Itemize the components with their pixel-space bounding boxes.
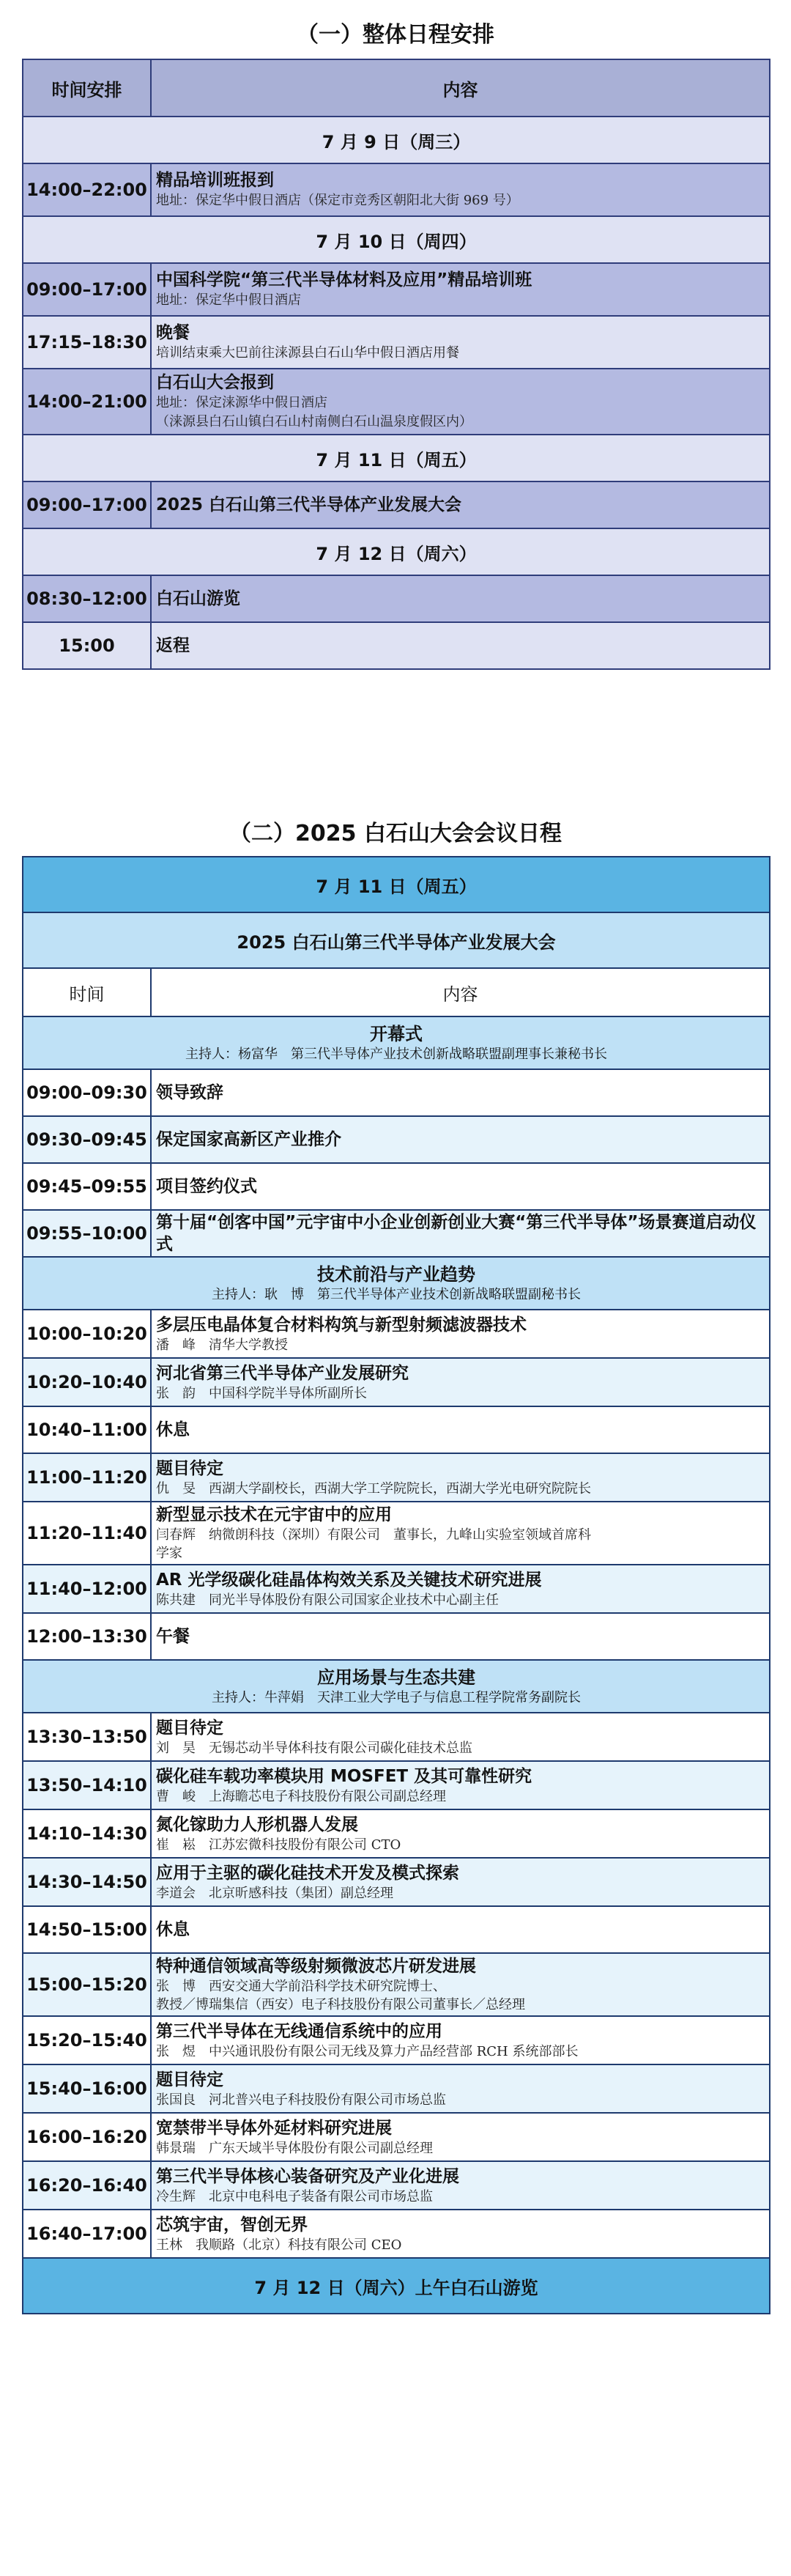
content-cell xyxy=(151,1210,770,1257)
time-cell: 14:00–21:00 xyxy=(23,369,151,435)
time-cell: 09:00–09:30 xyxy=(23,1069,151,1116)
item-detail: 张国良 河北普兴电子科技股份有限公司市场总监 xyxy=(156,2092,446,2108)
table-header-row xyxy=(23,968,770,1016)
item-title: 休息 xyxy=(156,1920,190,1939)
time-cell: 16:00–16:20 xyxy=(23,2113,151,2161)
item-title: 晚餐 xyxy=(156,323,190,342)
schedule-row xyxy=(23,1453,770,1502)
content-cell xyxy=(151,2064,770,2113)
item-title: 应用于主驱的碳化硅技术开发及模式探索 xyxy=(156,1863,459,1883)
session-cell xyxy=(23,1660,770,1713)
section1-title: （一）整体日程安排 xyxy=(297,22,494,48)
conference-name-row xyxy=(23,912,770,968)
time-cell: 14:10–14:30 xyxy=(23,1809,151,1858)
content-cell xyxy=(151,1761,770,1809)
time-cell: 11:40–12:00 xyxy=(23,1565,151,1613)
time-cell: 16:20–16:40 xyxy=(23,2161,151,2210)
schedule-row xyxy=(23,1163,770,1210)
item-title: 2025 白石山第三代半导体产业发展大会 xyxy=(156,495,462,514)
time-cell: 15:40–16:00 xyxy=(23,2064,151,2113)
item-title: 午餐 xyxy=(156,1627,190,1646)
schedule-row xyxy=(23,263,770,316)
session-title: 技术前沿与产业趋势 xyxy=(317,1264,475,1285)
schedule-row xyxy=(23,1358,770,1406)
item-detail: 地址：保定华中假日酒店 xyxy=(156,292,301,308)
content-cell xyxy=(151,1613,770,1660)
content-cell xyxy=(151,1310,770,1358)
content-cell xyxy=(151,1406,770,1453)
time-cell: 13:50–14:10 xyxy=(23,1761,151,1809)
content-cell xyxy=(151,1163,770,1210)
item-detail: 培训结束乘大巴前往涞源县白石山华中假日酒店用餐 xyxy=(156,345,459,361)
time-cell: 15:00–15:20 xyxy=(23,1953,151,2016)
item-detail: 教授／博瑞集信（西安）电子科技股份有限公司董事长／总经理 xyxy=(156,1997,525,2012)
session-host: 主持人：杨富华 第三代半导体产业技术创新战略联盟副理事长兼秘书长 xyxy=(185,1047,607,1062)
item-detail: 地址：保定涞源华中假日酒店 xyxy=(156,395,327,410)
item-detail: 张 博 西安交通大学前沿科学技术研究院博士、 xyxy=(156,1979,446,1994)
content-cell xyxy=(151,1953,770,2016)
schedule-row xyxy=(23,316,770,369)
date-label: 7 月 10 日（周四） xyxy=(23,216,770,263)
session-cell xyxy=(23,1257,770,1310)
date-row xyxy=(23,117,770,163)
item-detail: 刘 昊 无锡芯动半导体科技有限公司碳化硅技术总监 xyxy=(156,1740,472,1756)
schedule-row xyxy=(23,2210,770,2258)
item-title: 碳化硅车载功率模块用 MOSFET 及其可靠性研究 xyxy=(156,1766,532,1786)
schedule-row xyxy=(23,2016,770,2064)
header-time: 时间安排 xyxy=(23,59,151,117)
item-detail: 冷生辉 北京中电科电子装备有限公司市场总监 xyxy=(156,2188,433,2204)
content-cell xyxy=(151,481,770,528)
schedule-row xyxy=(23,622,770,669)
item-title: 题目待定 xyxy=(156,2070,223,2089)
time-cell: 09:55–10:00 xyxy=(23,1210,151,1257)
time-cell: 17:15–18:30 xyxy=(23,316,151,369)
content-cell xyxy=(151,1565,770,1613)
item-detail: 王林 我顺路（北京）科技有限公司 CEO xyxy=(156,2237,402,2253)
session-host: 主持人：耿 博 第三代半导体产业技术创新战略联盟副秘书长 xyxy=(212,1287,581,1302)
content-cell xyxy=(151,163,770,216)
item-detail: 崔 崧 江苏宏微科技股份有限公司 CTO xyxy=(156,1837,401,1853)
item-detail: 张 煜 中兴通讯股份有限公司无线及算力产品经营部 RCH 系统部部长 xyxy=(156,2043,579,2059)
schedule-row xyxy=(23,1613,770,1660)
schedule-row xyxy=(23,481,770,528)
item-detail: 学家 xyxy=(156,1546,182,1561)
time-cell: 14:50–15:00 xyxy=(23,1906,151,1953)
item-detail: 李道会 北京昕感科技（集团）副总经理 xyxy=(156,1885,393,1901)
item-title: 休息 xyxy=(156,1420,190,1439)
content-cell xyxy=(151,1069,770,1116)
item-detail: 曹 峻 上海瞻芯电子科技股份有限公司副总经理 xyxy=(156,1788,446,1804)
schedule-row xyxy=(23,1565,770,1613)
content-cell xyxy=(151,1906,770,1953)
conference-name-row-cell: 2025 白石山第三代半导体产业发展大会 xyxy=(23,912,770,968)
schedule-row xyxy=(23,1953,770,2016)
time-cell: 09:00–17:00 xyxy=(23,481,151,528)
item-detail: 陈共建 同光半导体股份有限公司国家企业技术中心副主任 xyxy=(156,1592,499,1608)
schedule-row xyxy=(23,1406,770,1453)
item-title: 精品培训班报到 xyxy=(156,171,274,190)
date-label: 7 月 12 日（周六） xyxy=(23,528,770,575)
item-detail: 韩景瑞 广东天域半导体股份有限公司副总经理 xyxy=(156,2140,433,2156)
content-cell xyxy=(151,1713,770,1761)
content-cell xyxy=(151,1809,770,1858)
content-cell xyxy=(151,575,770,622)
session-title: 开幕式 xyxy=(370,1024,423,1044)
content-cell xyxy=(151,2113,770,2161)
schedule-row xyxy=(23,1310,770,1358)
schedule-row xyxy=(23,1502,770,1565)
content-cell xyxy=(151,1858,770,1906)
content-cell xyxy=(151,1116,770,1163)
item-title: 多层压电晶体复合材料构筑与新型射频滤波器技术 xyxy=(156,1315,527,1335)
time-cell: 13:30–13:50 xyxy=(23,1713,151,1761)
section2-title: （二）2025 白石山大会会议日程 xyxy=(229,821,562,846)
conference-date-row-cell: 7 月 11 日（周五） xyxy=(23,857,770,912)
session-host: 主持人：牛萍娟 天津工业大学电子与信息工程学院常务副院长 xyxy=(212,1690,581,1705)
content-cell xyxy=(151,1453,770,1502)
item-title: 领导致辞 xyxy=(156,1083,223,1102)
item-title: 题目待定 xyxy=(156,1718,223,1738)
time-cell: 14:00–22:00 xyxy=(23,163,151,216)
schedule-row xyxy=(23,1210,770,1257)
item-title: 白石山游览 xyxy=(156,589,240,608)
session-cell xyxy=(23,1016,770,1069)
header-content: 内容 xyxy=(151,968,770,1016)
item-title: 特种通信领域高等级射频微波芯片研发进展 xyxy=(156,1957,476,1976)
item-detail: 地址：保定华中假日酒店（保定市竞秀区朝阳北大街 969 号） xyxy=(156,193,519,208)
item-detail: （涞源县白石山镇白石山村南侧白石山温泉度假区内） xyxy=(156,414,472,429)
overall-schedule-table xyxy=(22,59,770,670)
schedule-row xyxy=(23,2113,770,2161)
schedule-row xyxy=(23,163,770,216)
content-cell xyxy=(151,369,770,435)
schedule-row xyxy=(23,1906,770,1953)
item-title: 白石山大会报到 xyxy=(156,373,274,392)
content-cell xyxy=(151,1502,770,1565)
item-title: 第十届“创客中国”元宇宙中小企业创新创业大赛“第三代半导体”场景赛道启动仪式 xyxy=(156,1213,757,1254)
time-cell: 09:00–17:00 xyxy=(23,263,151,316)
item-title: 第三代半导体在无线通信系统中的应用 xyxy=(156,2021,442,2041)
content-cell xyxy=(151,2161,770,2210)
time-cell: 11:20–11:40 xyxy=(23,1502,151,1565)
session-title: 应用场景与生态共建 xyxy=(317,1667,475,1688)
time-cell: 08:30–12:00 xyxy=(23,575,151,622)
date-label: 7 月 11 日（周五） xyxy=(23,435,770,481)
content-cell xyxy=(151,2016,770,2064)
time-cell: 10:00–10:20 xyxy=(23,1310,151,1358)
item-title: 氮化镓助力人形机器人发展 xyxy=(156,1815,358,1834)
item-title: 宽禁带半导体外延材料研究进展 xyxy=(156,2118,392,2138)
item-title: 保定国家高新区产业推介 xyxy=(156,1130,341,1149)
content-cell xyxy=(151,2210,770,2258)
schedule-row xyxy=(23,2161,770,2210)
schedule-row xyxy=(23,2064,770,2113)
content-cell xyxy=(151,1358,770,1406)
item-title: 题目待定 xyxy=(156,1458,223,1478)
header-time: 时间 xyxy=(23,968,151,1016)
schedule-row xyxy=(23,1116,770,1163)
time-cell: 15:00 xyxy=(23,622,151,669)
item-title: 第三代半导体核心装备研究及产业化进展 xyxy=(156,2166,459,2186)
item-title: 新型显示技术在元宇宙中的应用 xyxy=(156,1505,392,1524)
date-row xyxy=(23,216,770,263)
schedule-row xyxy=(23,1761,770,1809)
conference-schedule-table xyxy=(22,856,770,2314)
time-cell: 09:30–09:45 xyxy=(23,1116,151,1163)
content-cell xyxy=(151,263,770,316)
content-cell xyxy=(151,316,770,369)
time-cell: 14:30–14:50 xyxy=(23,1858,151,1906)
schedule-row xyxy=(23,1809,770,1858)
content-cell xyxy=(151,622,770,669)
item-title: AR 光学级碳化硅晶体构效关系及关键技术研究进展 xyxy=(156,1570,542,1590)
session-row xyxy=(23,1257,770,1310)
item-title: 中国科学院“第三代半导体材料及应用”精品培训班 xyxy=(156,270,532,289)
session-row xyxy=(23,1016,770,1069)
item-title: 返程 xyxy=(156,636,190,655)
schedule-row xyxy=(23,369,770,435)
tour-date-row-cell: 7 月 12 日（周六）上午白石山游览 xyxy=(23,2258,770,2314)
item-title: 项目签约仪式 xyxy=(156,1177,257,1196)
time-cell: 11:00–11:20 xyxy=(23,1453,151,1502)
time-cell: 10:20–10:40 xyxy=(23,1358,151,1406)
date-row xyxy=(23,435,770,481)
item-detail: 张 韵 中国科学院半导体所副所长 xyxy=(156,1385,367,1401)
header-content: 内容 xyxy=(151,59,770,117)
item-title: 芯筑宇宙，智创无界 xyxy=(156,2215,308,2234)
item-detail: 闫春辉 纳微朗科技（深圳）有限公司 董事长，九峰山实验室领域首席科 xyxy=(156,1527,591,1543)
schedule-row xyxy=(23,1713,770,1761)
schedule-row xyxy=(23,1858,770,1906)
time-cell: 16:40–17:00 xyxy=(23,2210,151,2258)
time-cell: 10:40–11:00 xyxy=(23,1406,151,1453)
tour-date-row xyxy=(23,2258,770,2314)
time-cell: 12:00–13:30 xyxy=(23,1613,151,1660)
time-cell: 15:20–15:40 xyxy=(23,2016,151,2064)
session-row xyxy=(23,1660,770,1713)
schedule-row xyxy=(23,1069,770,1116)
date-label: 7 月 9 日（周三） xyxy=(23,117,770,163)
conference-date-row xyxy=(23,857,770,912)
schedule-row xyxy=(23,575,770,622)
item-title: 河北省第三代半导体产业发展研究 xyxy=(156,1363,409,1383)
item-detail: 仇 旻 西湖大学副校长，西湖大学工学院院长，西湖大学光电研究院院长 xyxy=(156,1480,591,1496)
time-cell: 09:45–09:55 xyxy=(23,1163,151,1210)
item-detail: 潘 峰 清华大学教授 xyxy=(156,1337,288,1353)
table-header-row xyxy=(23,59,770,117)
date-row xyxy=(23,528,770,575)
